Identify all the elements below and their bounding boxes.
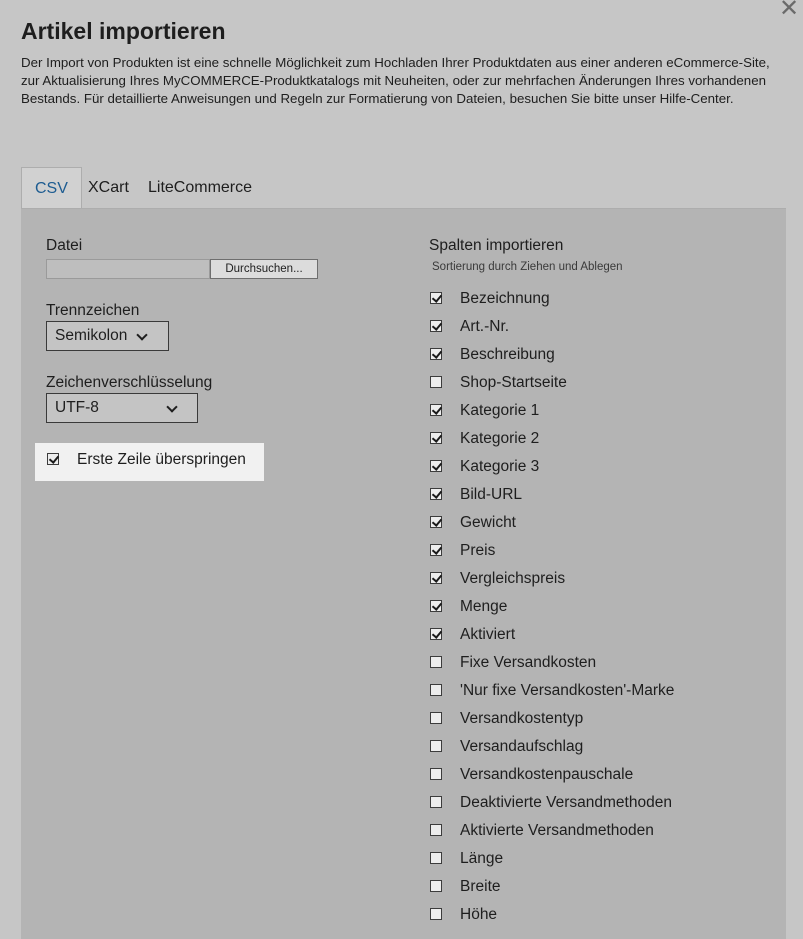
column-label: Deaktivierte Versandmethoden bbox=[460, 794, 672, 811]
column-checkbox[interactable] bbox=[430, 460, 442, 472]
column-option[interactable] bbox=[429, 399, 769, 427]
chevron-down-icon bbox=[136, 329, 147, 340]
column-label: Fixe Versandkosten bbox=[460, 654, 597, 671]
column-label: Breite bbox=[460, 878, 501, 895]
chevron-down-icon bbox=[166, 401, 177, 412]
columns-title: Spalten importieren bbox=[429, 237, 564, 254]
column-label: Vergleichspreis bbox=[460, 570, 566, 587]
column-option[interactable] bbox=[429, 511, 769, 539]
column-option[interactable] bbox=[429, 483, 769, 511]
dialog-title: Artikel importieren bbox=[21, 18, 226, 44]
column-label: Menge bbox=[460, 598, 508, 615]
column-label: Versandaufschlag bbox=[460, 738, 584, 755]
column-checkbox[interactable] bbox=[430, 796, 442, 808]
column-option[interactable] bbox=[429, 819, 769, 847]
column-checkbox[interactable] bbox=[430, 600, 442, 612]
tab-csv[interactable]: CSV bbox=[21, 167, 82, 210]
column-label: Shop-Startseite bbox=[460, 374, 567, 391]
column-option[interactable] bbox=[429, 343, 769, 371]
column-label: Versandkostentyp bbox=[460, 710, 584, 727]
column-checkbox[interactable] bbox=[430, 432, 442, 444]
column-checkbox[interactable] bbox=[430, 628, 442, 640]
column-label: Gewicht bbox=[460, 514, 516, 531]
column-checkbox[interactable] bbox=[430, 404, 442, 416]
column-option[interactable] bbox=[429, 651, 769, 679]
column-checkbox[interactable] bbox=[430, 488, 442, 500]
column-label: Aktiviert bbox=[460, 626, 516, 643]
column-checkbox[interactable] bbox=[430, 740, 442, 752]
column-checkbox[interactable] bbox=[430, 852, 442, 864]
column-checkbox[interactable] bbox=[430, 544, 442, 556]
column-checkbox[interactable] bbox=[430, 656, 442, 668]
column-label: Länge bbox=[460, 850, 504, 867]
column-option[interactable] bbox=[429, 735, 769, 763]
column-option[interactable] bbox=[429, 315, 769, 343]
column-label: Kategorie 3 bbox=[460, 458, 540, 475]
column-label: Aktivierte Versandmethoden bbox=[460, 822, 654, 839]
tab-litecommerce[interactable]: LiteCommerce bbox=[148, 179, 253, 196]
close-icon[interactable]: ✕ bbox=[778, 0, 800, 22]
column-option[interactable] bbox=[429, 455, 769, 483]
column-option[interactable] bbox=[429, 539, 769, 567]
encoding-select[interactable] bbox=[46, 393, 198, 423]
column-option[interactable] bbox=[429, 371, 769, 399]
column-checkbox[interactable] bbox=[430, 572, 442, 584]
column-label: Beschreibung bbox=[460, 346, 555, 363]
encoding-value: UTF-8 bbox=[55, 399, 99, 416]
column-label: Höhe bbox=[460, 906, 498, 923]
column-option[interactable] bbox=[429, 427, 769, 455]
tab-xcart[interactable]: XCart bbox=[88, 179, 129, 196]
skip-first-row-checkbox[interactable] bbox=[47, 453, 59, 465]
delimiter-select[interactable] bbox=[46, 321, 169, 351]
columns-hint: Sortierung durch Ziehen und Ablegen bbox=[432, 261, 623, 273]
column-option[interactable] bbox=[429, 287, 769, 315]
column-label: Bezeichnung bbox=[460, 290, 550, 307]
column-checkbox[interactable] bbox=[430, 880, 442, 892]
column-label: Bild-URL bbox=[460, 486, 523, 503]
column-checkbox[interactable] bbox=[430, 824, 442, 836]
column-option[interactable] bbox=[429, 875, 769, 903]
csv-panel bbox=[21, 209, 786, 939]
skip-first-row-option[interactable] bbox=[35, 443, 264, 481]
browse-button[interactable]: Durchsuchen... bbox=[210, 259, 318, 279]
delimiter-label: Trennzeichen bbox=[46, 302, 140, 319]
column-option[interactable] bbox=[429, 791, 769, 819]
column-label: Art.-Nr. bbox=[460, 318, 510, 335]
file-path-input[interactable] bbox=[46, 259, 210, 279]
column-checkbox[interactable] bbox=[430, 712, 442, 724]
column-option[interactable] bbox=[429, 903, 769, 931]
column-checkbox[interactable] bbox=[430, 376, 442, 388]
column-option[interactable] bbox=[429, 595, 769, 623]
delimiter-value: Semikolon bbox=[55, 327, 128, 344]
dialog-description: Der Import von Produkten ist eine schnelle Möglichkeit zum Hochladen Ihrer Produktdaten aus einer anderen eCommerce-Site, zur Aktualisierung Ihres MyCOMMERCE-Produktkatalogs mit Neuheiten, oder zur mehrfachen Änderungen Ihres vorhandenen Bestands. Für detaillierte Anweisungen und Regeln zur Formatierung von Dateien, besuchen Sie bitte unser Hilfe-Center. bbox=[21, 55, 770, 106]
column-checkbox[interactable] bbox=[430, 292, 442, 304]
column-checkbox[interactable] bbox=[430, 348, 442, 360]
column-label: Preis bbox=[460, 542, 496, 559]
column-checkbox[interactable] bbox=[430, 908, 442, 920]
column-option[interactable] bbox=[429, 707, 769, 735]
column-checkbox[interactable] bbox=[430, 768, 442, 780]
column-checkbox[interactable] bbox=[430, 320, 442, 332]
column-option[interactable] bbox=[429, 679, 769, 707]
file-label: Datei bbox=[46, 237, 83, 254]
column-label: Kategorie 1 bbox=[460, 402, 540, 419]
column-checkbox[interactable] bbox=[430, 684, 442, 696]
column-option[interactable] bbox=[429, 763, 769, 791]
column-label: Versandkostenpauschale bbox=[460, 766, 634, 783]
skip-first-row-label: Erste Zeile überspringen bbox=[77, 451, 246, 468]
column-option[interactable] bbox=[429, 567, 769, 595]
column-label: Kategorie 2 bbox=[460, 430, 540, 447]
column-option[interactable] bbox=[429, 623, 769, 651]
column-checkbox[interactable] bbox=[430, 516, 442, 528]
encoding-label: Zeichenverschlüsselung bbox=[46, 374, 213, 391]
column-label: 'Nur fixe Versandkosten'-Marke bbox=[460, 682, 675, 699]
column-option[interactable] bbox=[429, 847, 769, 875]
